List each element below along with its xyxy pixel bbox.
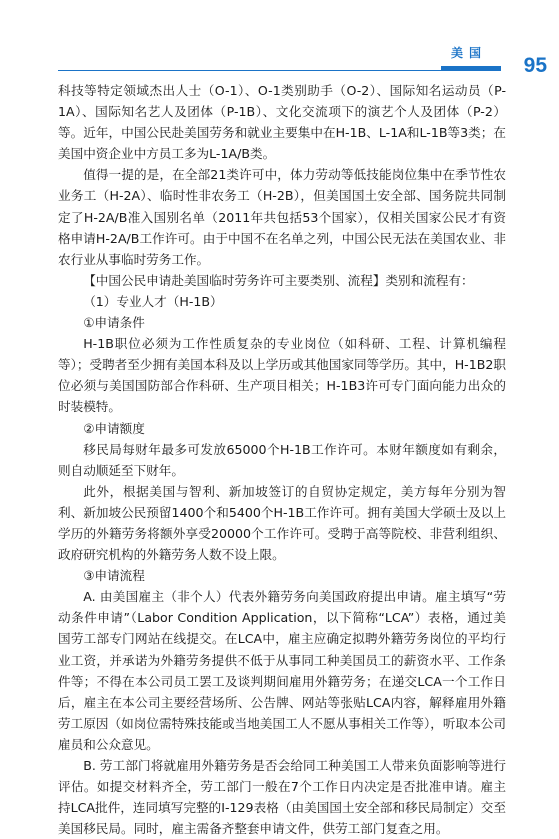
paragraph: 【中国公民申请赴美国临时劳务许可主要类别、流程】类别和流程有： (83, 272, 474, 288)
paragraph: ①申请条件 (83, 315, 145, 331)
paragraph: 值得一提的是，在全部21类许可中，体力劳动等低技能岗位集中在季节性农业务工（H-2A）、临时性非农务工（H-2B），但美国国土安全部、国务院共同制定了H-2A/B准入国别名单（2011年共包括53个国家），仅相关国家公民才有资格申请H-2A/B工作许可。由于中国不在名单之列，中国公民无法在美国农业、非农行业从事临时劳务工作。 (58, 167, 506, 267)
paragraph: ②申请额度 (83, 420, 145, 436)
paragraph: H-1B职位必须为工作性质复杂的专业岗位（如科研、工程、计算机编程等）；受聘者至少拥有美国本科及以上学历或其他国家同等学历。其中，H-1B2职位必须与美国国防部合作科研、生产项目相关；H-1B3许可专门面向能力出众的时装模特。 (58, 336, 506, 415)
header-rule-accent (441, 66, 501, 71)
paragraph: ③申请流程 (83, 568, 145, 584)
header-rule (58, 70, 501, 71)
running-head: 美国 (450, 46, 487, 60)
paragraph: 此外，根据美国与智利、新加坡签订的自贸协定规定，美方每年分别为智利、新加坡公民预留1400个和5400个H-1B工作许可。拥有美国大学硕士及以上学历的外籍劳务将额外享受20000个工作许可。受聘于高等院校、非营利组织、政府研究机构的外籍劳务人数不设上限。 (58, 483, 506, 563)
page-number: 95 (523, 54, 547, 77)
paragraph: 科技等特定领域杰出人士（O-1）、O-1类别助手（O-2）、国际知名运动员（P-1A）、国际知名艺人及团体（P-1B）、文化交流项下的演艺个人及团体（P-2）等。近年，中国公民赴美国劳务和就业主要集中在H-1B、L-1A和L-1B等3类；在美国中资企业中方员工多为L-1A/B类。 (58, 83, 506, 162)
paragraph: B. 劳工部门将就雇用外籍劳务是否会给同工种美国工人带来负面影响等进行评估。如提交材料齐全，劳工部门一般在7个工作日内决定是否批准申请。雇主持LCA批件，连同填写完整的I-129表格（由美国国土安全部和移民局制定）交至美国移民局。同时，雇主需备齐整套申请文件，供劳工部门复查之用。 (58, 758, 506, 837)
paragraph: 移民局每财年最多可发放65000个H-1B工作许可。本财年额度如有剩余，则自动顺延至下财年。 (58, 441, 506, 478)
paragraph: （1）专业人才（H-1B） (83, 293, 223, 309)
body-text (58, 80, 506, 839)
paragraph: A. 由美国雇主（非个人）代表外籍劳务向美国政府提出申请。雇主填写“劳动条件申请”（Labor Condition Application，以下简称“LCA”）表格，通过美国劳工部专门网站在线提交。在LCA中，雇主应确定拟聘外籍劳务岗位的平均行业工资，并承诺为外籍劳务提供不低于从事同工种美国员工的薪资水平、工作条件等；不得在本公司员工罢工及谈判期间雇用外籍劳务；在递交LCA一个工作日后，雇主在本公司主要经营场所、公告牌、网站等张贴LCA内容，解释雇用外籍劳工原因（如岗位需特殊技能或当地美国工人不愿从事相关工作等），听取本公司雇员和公众意见。 (58, 589, 506, 752)
